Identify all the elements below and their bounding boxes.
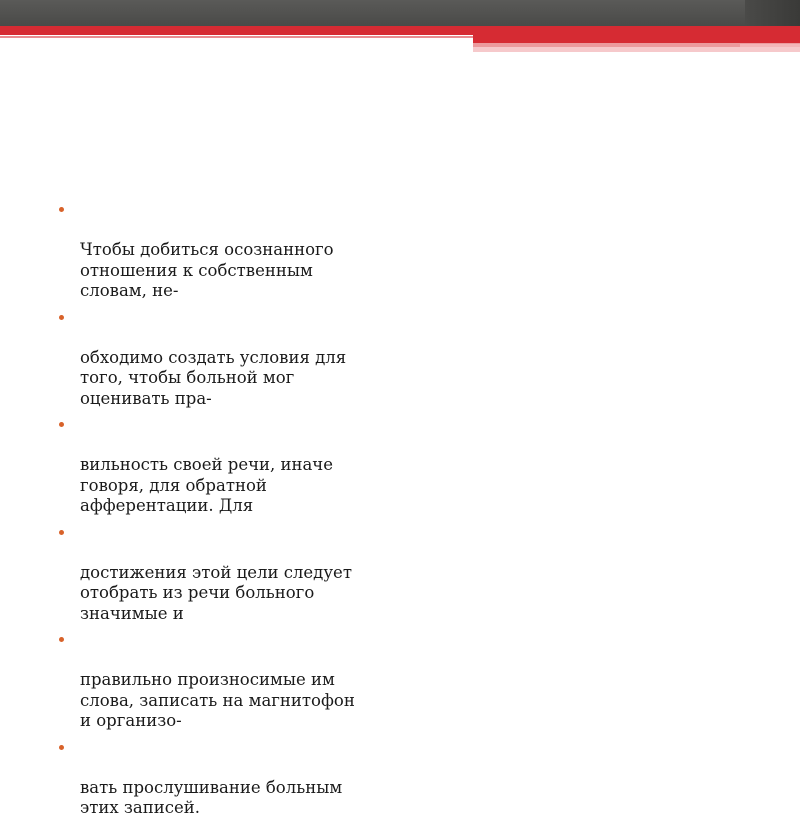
bullet-item [58, 522, 388, 625]
bullet-item [58, 414, 388, 517]
header-red-band-right [473, 35, 800, 43]
header-pink-line [0, 36, 473, 38]
bullet-text: Чтобы добиться осознанного отношения к собственным словам, не- [80, 240, 334, 300]
header-dark-band [0, 0, 800, 26]
bullet-dot-icon [59, 745, 64, 750]
bullet-text: обходимо создать условия для того, чтобы больной мог оценивать пра- [80, 347, 347, 408]
bullet-dot-icon [59, 637, 64, 642]
header-light-band-right [473, 47, 800, 52]
header-accent-strip [740, 44, 800, 47]
bullet-dot-icon [59, 207, 64, 212]
bullet-item [58, 629, 388, 732]
bullet-text: вать прослушивание больным этих записей. [80, 777, 343, 817]
bullet-text: вильность своей речи, иначе говоря, для обратной афферентации. Для [80, 455, 333, 515]
header-dark-band-right [745, 0, 800, 26]
bullet-item [58, 199, 388, 302]
bullet-dot-icon [59, 530, 64, 535]
bullet-dot-icon [59, 315, 64, 320]
bullet-dot-icon [59, 422, 64, 427]
bullet-text: правильно произносимые им слова, записать на магнитофон и организо- [80, 670, 355, 730]
bullet-item [58, 737, 388, 819]
bullet-item [58, 307, 388, 410]
header-red-band [0, 26, 800, 35]
bullet-text: достижения этой цели следует отобрать из речи больного значимые и [80, 562, 352, 623]
bullet-list [58, 199, 388, 824]
